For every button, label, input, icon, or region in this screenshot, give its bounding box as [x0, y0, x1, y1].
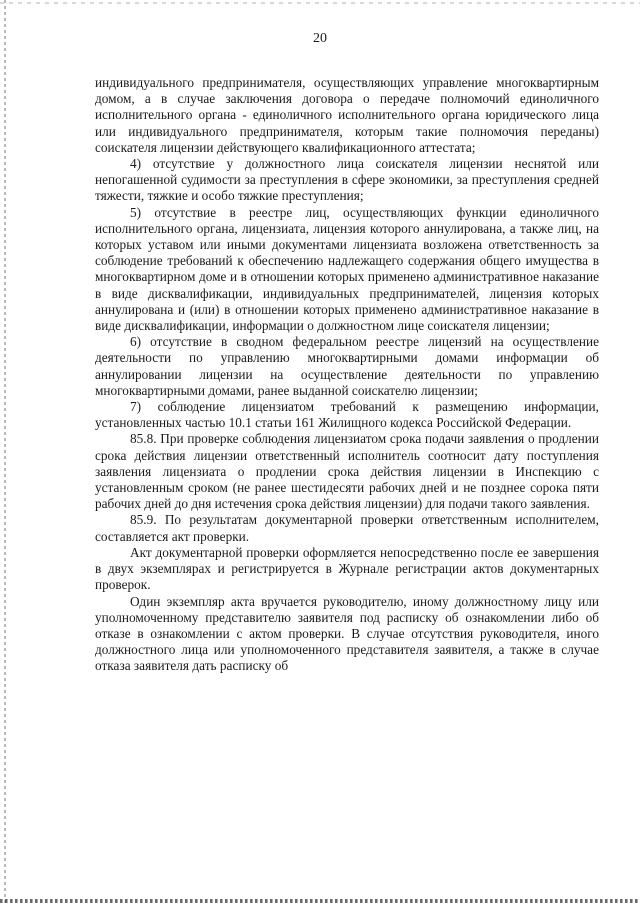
paragraph: 5) отсутствие в реестре лиц, осуществляющих функции единоличного исполнительного органа, лицензиата, лицензия которого аннулирована, а также лиц, на которых уставом или иными документами лицензиата возложена ответственность за соблюдение требований к обеспечению надлежащего содержания общего имущества в многоквартирном доме и в отношении которых применено административное наказание в виде дисквалификации, индивидуальных предпринимателей, лицензия которых аннулирована и (или) в отношении которых применено административное наказание в виде дисквалификации, информации о должностном лице соискателя лицензии;	[95, 204, 599, 334]
paragraph: индивидуального предпринимателя, осуществляющих управление многоквартирным домом, а в случае заключения договора о передаче полномочий единоличного исполнительного органа - единоличного исполнительного органа юридического лица или индивидуального предпринимателя, которым такие полномочия переданы) соискателя лицензии действующего квалификационного аттестата;	[95, 75, 599, 155]
scan-left-edge	[4, 0, 6, 905]
paragraph: 7) соблюдение лицензиатом требований к размещению информации, установленных частью 10.1 статьи 161 Жилищного кодекса Российской Федерации.	[95, 399, 599, 431]
paragraph: 4) отсутствие у должностного лица соискателя лицензии неснятой или непогашенной судимости за преступления в сфере экономики, за преступления средней тяжести, тяжкие и особо тяжкие преступления;	[95, 156, 599, 204]
document-body	[95, 75, 599, 675]
page-number: 20	[313, 31, 327, 46]
paragraph: 6) отсутствие в сводном федеральном реестре лицензий на осуществление деятельности по управлению многоквартирными домами информации об аннулировании лицензии на осуществление деятельности по управлению многоквартирными домами, ранее выданной соискателю лицензии;	[95, 334, 599, 398]
scan-bottom-edge	[0, 899, 640, 903]
scan-top-edge	[0, 2, 640, 4]
paragraph: 85.8. При проверке соблюдения лицензиатом срока подачи заявления о продлении срока действия лицензии ответственный исполнитель соотносит дату поступления заявления лицензиата о продлении срока действия лицензии в Инспекцию с установленным сроком (не ранее шестидесяти рабочих дней и не позднее сорока пяти рабочих дней до дня истечения срока действия лицензии) для подачи такого заявления.	[95, 431, 599, 512]
paragraph: Один экземпляр акта вручается руководителю, иному должностному лицу или уполномоченному представителю заявителя под расписку об ознакомлении либо об отказе в ознакомлении с актом проверки. В случае отсутствия руководителя, иного должностного лица или уполномоченного представителя заявителя, а также в случае отказа заявителя дать расписку об	[95, 593, 599, 674]
paragraph: 85.9. По результатам документарной проверки ответственным исполнителем, составляется акт проверки.	[95, 512, 599, 544]
paragraph: Акт документарной проверки оформляется непосредственно после ее завершения в двух экземплярах и регистрируется в Журнале регистрации актов документарных проверок.	[95, 544, 599, 593]
